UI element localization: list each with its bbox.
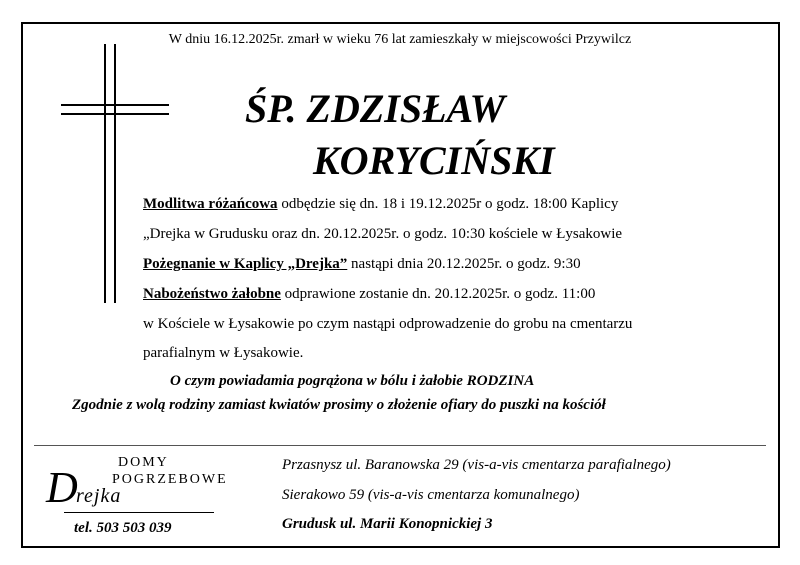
- death-notice-header: W dniu 16.12.2025r. zmarł w wieku 76 lat zamieszkały w miejscowości Przywilcz: [168, 32, 632, 47]
- mass-label: Nabożeństwo żałobne: [143, 286, 281, 302]
- mass-line: [143, 286, 595, 303]
- family-announcement: O czym powiadamia pogrążona w bólu i żałobie RODZINA: [170, 373, 535, 389]
- deceased-first-name: ŚP. ZDZISŁAW: [245, 86, 506, 131]
- farewell-line: [143, 256, 581, 273]
- donation-request: Zgodnie z wolą rodziny zamiast kwiatów prosimy o złożenie ofiary do puszki na kościół: [72, 397, 606, 413]
- address-sierakowo: Sierakowo 59 (vis-a-vis cmentarza komunalnego): [282, 487, 580, 503]
- farewell-text: nastąpi dnia 20.12.2025r. o godz. 9:30: [347, 256, 581, 272]
- logo-underline: [64, 512, 214, 513]
- mass-line-3: parafialnym w Łysakowie.: [143, 345, 304, 361]
- logo-initial: D: [46, 463, 78, 512]
- rosary-label: Modlitwa różańcowa: [143, 196, 278, 212]
- mass-line-2: w Kościele w Łysakowie po czym nastąpi odprowadzenie do grobu na cmentarzu: [143, 316, 633, 332]
- address-grudusk: Grudusk ul. Marii Konopnickiej 3: [282, 516, 493, 532]
- logo-line-domy: DOMY: [118, 455, 169, 470]
- mass-text: odprawione zostanie dn. 20.12.2025r. o godz. 11:00: [280, 286, 596, 302]
- deceased-last-name: KORYCIŃSKI: [313, 138, 555, 183]
- rosary-text: odbędzie się dn. 18 i 19.12.2025r o godz. 18:00 Kaplicy: [277, 196, 619, 212]
- logo-script-name: rejka: [76, 485, 122, 507]
- logo-line-pogrzebowe: POGRZEBOWE: [112, 472, 228, 487]
- rosary-line: [143, 196, 618, 213]
- address-przasnysz: Przasnysz ul. Baranowska 29 (vis-a-vis cmentarza parafialnego): [282, 457, 671, 473]
- footer-divider: [34, 445, 766, 446]
- farewell-label: Pożegnanie w Kaplicy „Drejka”: [143, 256, 348, 272]
- rosary-line-2: „Drejka w Grudusku oraz dn. 20.12.2025r. o godz. 10:30 kościele w Łysakowie: [143, 226, 623, 242]
- phone-number: tel. 503 503 039: [74, 520, 172, 536]
